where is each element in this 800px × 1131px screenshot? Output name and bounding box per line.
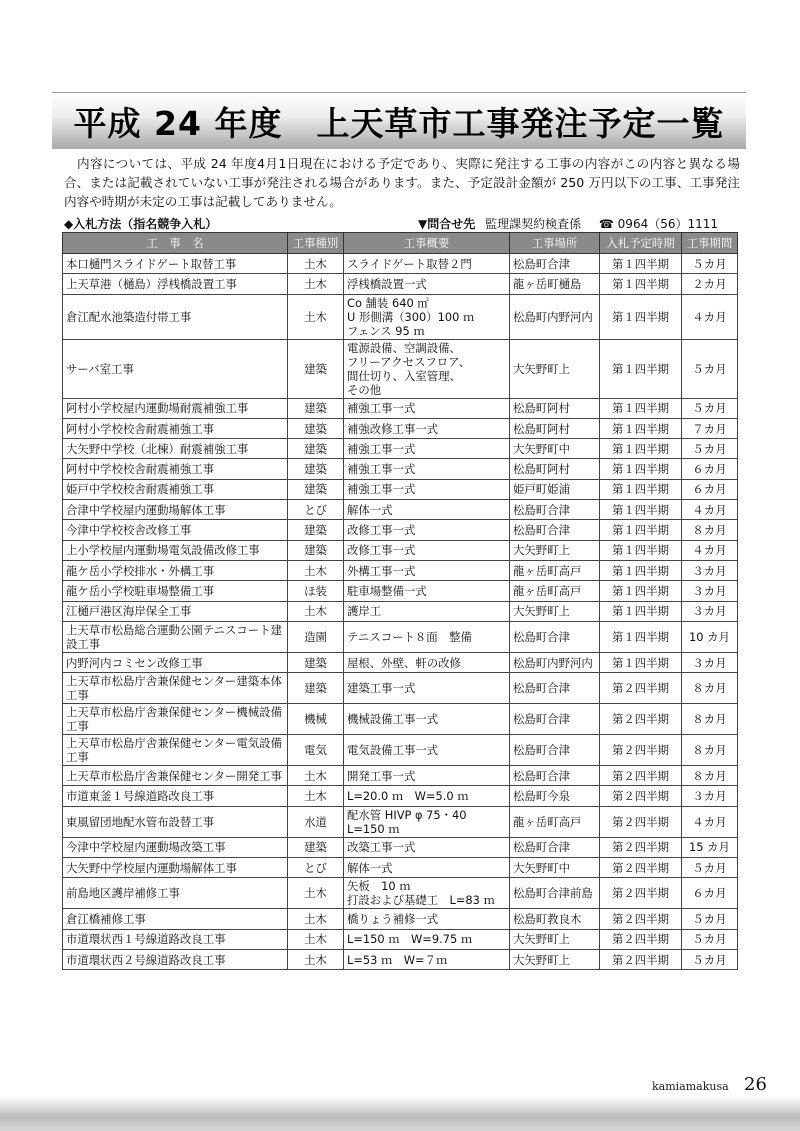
cell-bid-period: 第１四半期: [600, 294, 682, 339]
cell-type: とび: [288, 858, 344, 878]
cell-bid-period: 第１四半期: [600, 581, 682, 601]
cell-name: 上天草市松島庁舎兼保健センター機械設備工事: [63, 704, 288, 735]
table-row: [63, 837, 738, 857]
cell-bid-period: 第２四半期: [600, 704, 682, 735]
cell-bid-period: 第２四半期: [600, 673, 682, 704]
table-row: [63, 806, 738, 837]
cell-bid-period: 第１四半期: [600, 520, 682, 540]
cell-location: 松島町合津: [510, 254, 600, 274]
column-header-type: 工事種別: [288, 233, 344, 254]
cell-type: 機械: [288, 704, 344, 735]
cell-name: 龍ケ岳小学校排水・外構工事: [63, 560, 288, 580]
cell-duration: ３カ月: [682, 601, 738, 621]
cell-summary: 補強工事一式: [344, 479, 510, 499]
cell-type: 土木: [288, 878, 344, 909]
table-row: [63, 479, 738, 499]
table-row: [63, 909, 738, 929]
table-row: [63, 274, 738, 294]
table-row: [63, 858, 738, 878]
cell-bid-period: 第１四半期: [600, 339, 682, 398]
cell-type: 建築: [288, 339, 344, 398]
cell-duration: ５カ月: [682, 909, 738, 929]
cell-name: 市道東釜１号線道路改良工事: [63, 786, 288, 806]
cell-bid-period: 第２四半期: [600, 766, 682, 786]
cell-type: 土木: [288, 786, 344, 806]
cell-type: 土木: [288, 274, 344, 294]
table-row: [63, 418, 738, 438]
cell-bid-period: 第１四半期: [600, 398, 682, 418]
table-row: [63, 439, 738, 459]
cell-bid-period: 第１四半期: [600, 601, 682, 621]
cell-location: 龍ヶ岳町高戸: [510, 581, 600, 601]
cell-location: 松島町合津: [510, 766, 600, 786]
column-header-duration: 工事期間: [682, 233, 738, 254]
cell-bid-period: 第１四半期: [600, 254, 682, 274]
table-row: [63, 520, 738, 540]
cell-bid-period: 第１四半期: [600, 459, 682, 479]
cell-location: 大矢野町上: [510, 929, 600, 949]
cell-duration: ８カ月: [682, 704, 738, 735]
phone-number: ☎ 0964（56）1111: [598, 217, 719, 231]
cell-summary: 橋りょう補修一式: [344, 909, 510, 929]
cell-name: 上天草市松島庁舎兼保健センター電気設備工事: [63, 735, 288, 766]
cell-type: 建築: [288, 837, 344, 857]
cell-type: 建築: [288, 398, 344, 418]
cell-summary: 護岸工: [344, 601, 510, 621]
cell-name: 本口樋門スライドゲート取替工事: [63, 254, 288, 274]
cell-summary: 解体一式: [344, 858, 510, 878]
cell-type: 土木: [288, 560, 344, 580]
table-row: [63, 540, 738, 560]
cell-type: 土木: [288, 601, 344, 621]
cell-summary: L=150 ｍ W=9.75 ｍ: [344, 929, 510, 949]
cell-location: 松島町合津: [510, 520, 600, 540]
cell-bid-period: 第２四半期: [600, 735, 682, 766]
cell-summary: 電気設備工事一式: [344, 735, 510, 766]
cell-name: 前島地区護岸補修工事: [63, 878, 288, 909]
page-number: 26: [744, 1074, 767, 1095]
cell-location: 龍ヶ岳町樋島: [510, 274, 600, 294]
table-row: [63, 949, 738, 969]
cell-location: 松島町合津: [510, 673, 600, 704]
cell-duration: ５カ月: [682, 929, 738, 949]
cell-bid-period: 第２四半期: [600, 929, 682, 949]
cell-location: 大矢野町中: [510, 858, 600, 878]
cell-location: 松島町合津: [510, 704, 600, 735]
cell-duration: ５カ月: [682, 439, 738, 459]
cell-duration: ５カ月: [682, 254, 738, 274]
footer-brand: kamiamakusa: [652, 1080, 729, 1093]
cell-type: とび: [288, 500, 344, 520]
cell-name: 龍ケ岳小学校駐車場整備工事: [63, 581, 288, 601]
cell-bid-period: 第２四半期: [600, 806, 682, 837]
cell-duration: 10 カ月: [682, 621, 738, 652]
cell-name: 合津中学校屋内運動場解体工事: [63, 500, 288, 520]
cell-type: 土木: [288, 254, 344, 274]
cell-bid-period: 第１四半期: [600, 500, 682, 520]
cell-summary: 開発工事一式: [344, 766, 510, 786]
cell-bid-period: 第１四半期: [600, 540, 682, 560]
cell-type: 建築: [288, 418, 344, 438]
cell-type: 建築: [288, 520, 344, 540]
cell-location: 松島町合津: [510, 621, 600, 652]
cell-summary: 屋根、外壁、軒の改修: [344, 652, 510, 672]
cell-bid-period: 第１四半期: [600, 621, 682, 652]
cell-name: 倉江橋補修工事: [63, 909, 288, 929]
table-row: [63, 929, 738, 949]
cell-summary: 改修工事一式: [344, 540, 510, 560]
cell-type: 土木: [288, 949, 344, 969]
cell-type: 建築: [288, 652, 344, 672]
cell-summary: 電源設備、空調設備、 フリーアクセスフロア、 間仕切り、入室管理、 その他: [344, 339, 510, 398]
cell-duration: ３カ月: [682, 652, 738, 672]
table-row: [63, 878, 738, 909]
cell-location: 松島町合津: [510, 735, 600, 766]
page-title: 平成 24 年度 上天草市工事発注予定一覧: [73, 103, 725, 143]
cell-summary: 補強工事一式: [344, 459, 510, 479]
cell-location: 松島町合津: [510, 500, 600, 520]
cell-duration: ３カ月: [682, 560, 738, 580]
cell-duration: 15 カ月: [682, 837, 738, 857]
cell-location: 松島町合津: [510, 837, 600, 857]
cell-duration: ２カ月: [682, 274, 738, 294]
cell-summary: 駐車場整備一式: [344, 581, 510, 601]
cell-type: 土木: [288, 766, 344, 786]
cell-bid-period: 第１四半期: [600, 479, 682, 499]
cell-location: 大矢野町上: [510, 949, 600, 969]
cell-bid-period: 第１四半期: [600, 439, 682, 459]
cell-duration: ８カ月: [682, 673, 738, 704]
cell-name: 大矢野中学校（北棟）耐震補強工事: [63, 439, 288, 459]
cell-location: 松島町今泉: [510, 786, 600, 806]
table-row: [63, 254, 738, 274]
cell-type: 建築: [288, 540, 344, 560]
cell-name: 内野河内コミセン改修工事: [63, 652, 288, 672]
column-header-summary: 工事概要: [344, 233, 510, 254]
cell-duration: ６カ月: [682, 878, 738, 909]
cell-summary: 機械設備工事一式: [344, 704, 510, 735]
cell-name: 阿村小学校校舎耐震補強工事: [63, 418, 288, 438]
table-row: [63, 673, 738, 704]
cell-location: 松島町阿村: [510, 398, 600, 418]
column-header-location: 工事場所: [510, 233, 600, 254]
table-row: [63, 621, 738, 652]
cell-name: 阿村小学校屋内運動場耐震補強工事: [63, 398, 288, 418]
column-header-bid-period: 入札予定時期: [600, 233, 682, 254]
table-row: [63, 786, 738, 806]
cell-duration: ５カ月: [682, 398, 738, 418]
table-row: [63, 560, 738, 580]
contact-dept: 監理課契約検査係: [485, 217, 582, 231]
cell-name: 上天草市松島総合運動公園テニスコート建設工事: [63, 621, 288, 652]
cell-bid-period: 第２四半期: [600, 878, 682, 909]
cell-duration: ５カ月: [682, 339, 738, 398]
cell-bid-period: 第２四半期: [600, 858, 682, 878]
cell-duration: ３カ月: [682, 581, 738, 601]
cell-type: 建築: [288, 459, 344, 479]
cell-location: 松島町合津前島: [510, 878, 600, 909]
cell-type: 建築: [288, 439, 344, 459]
cell-duration: ４カ月: [682, 294, 738, 339]
cell-summary: 浮桟橋設置一式: [344, 274, 510, 294]
table-row: [63, 339, 738, 398]
cell-location: 大矢野町上: [510, 601, 600, 621]
cell-name: 東風留団地配水管布設替工事: [63, 806, 288, 837]
cell-type: 水道: [288, 806, 344, 837]
cell-location: 松島町阿村: [510, 418, 600, 438]
cell-name: サーバ室工事: [63, 339, 288, 398]
cell-summary: テニスコート８面 整備: [344, 621, 510, 652]
cell-summary: L=53 ｍ W=７ｍ: [344, 949, 510, 969]
cell-duration: ５カ月: [682, 949, 738, 969]
cell-type: 土木: [288, 929, 344, 949]
cell-name: 上天草市松島庁舎兼保健センター開発工事: [63, 766, 288, 786]
cell-type: 土木: [288, 294, 344, 339]
cell-name: 上小学校屋内運動場電気設備改修工事: [63, 540, 288, 560]
cell-duration: ８カ月: [682, 766, 738, 786]
cell-type: 電気: [288, 735, 344, 766]
contact-label: ▼問合せ先: [418, 217, 476, 231]
cell-type: 土木: [288, 909, 344, 929]
cell-type: 建築: [288, 673, 344, 704]
cell-summary: 解体一式: [344, 500, 510, 520]
construction-schedule-table: [62, 232, 738, 970]
table-row: [63, 500, 738, 520]
cell-summary: 補強改修工事一式: [344, 418, 510, 438]
cell-summary: 外構工事一式: [344, 560, 510, 580]
cell-name: 今津中学校校舎改修工事: [63, 520, 288, 540]
cell-bid-period: 第２四半期: [600, 786, 682, 806]
cell-summary: 建築工事一式: [344, 673, 510, 704]
cell-location: 姫戸町姫浦: [510, 479, 600, 499]
cell-summary: 改修工事一式: [344, 520, 510, 540]
cell-name: 上天草港（樋島）浮桟橋設置工事: [63, 274, 288, 294]
cell-location: 松島町内野河内: [510, 294, 600, 339]
title-band: [52, 92, 746, 149]
cell-duration: ８カ月: [682, 520, 738, 540]
cell-duration: ８カ月: [682, 735, 738, 766]
cell-location: 龍ヶ岳町高戸: [510, 560, 600, 580]
cell-summary: スライドゲート取替２門: [344, 254, 510, 274]
cell-duration: ４カ月: [682, 540, 738, 560]
cell-type: 造園: [288, 621, 344, 652]
table-header-row: [63, 233, 738, 254]
table-row: [63, 581, 738, 601]
cell-name: 市道環状西１号線道路改良工事: [63, 929, 288, 949]
cell-bid-period: 第２四半期: [600, 949, 682, 969]
cell-name: 上天草市松島庁舎兼保健センター建築本体工事: [63, 673, 288, 704]
cell-duration: ３カ月: [682, 786, 738, 806]
cell-location: 大矢野町上: [510, 540, 600, 560]
cell-duration: ４カ月: [682, 806, 738, 837]
cell-summary: L=20.0 ｍ W=5.0 ｍ: [344, 786, 510, 806]
cell-summary: 矢板 10 ｍ 打設および基礎工 L=83 ｍ: [344, 878, 510, 909]
cell-summary: 補強工事一式: [344, 398, 510, 418]
bid-method-label: ◆入札方法（指名競争入札）: [64, 217, 218, 231]
cell-bid-period: 第１四半期: [600, 418, 682, 438]
cell-location: 龍ヶ岳町高戸: [510, 806, 600, 837]
table-row: [63, 459, 738, 479]
cell-name: 市道環状西２号線道路改良工事: [63, 949, 288, 969]
table-row: [63, 735, 738, 766]
footer-band: [0, 1096, 800, 1131]
cell-duration: ６カ月: [682, 459, 738, 479]
contact-info: [418, 215, 718, 232]
cell-name: 今津中学校屋内運動場改築工事: [63, 837, 288, 857]
cell-bid-period: 第２四半期: [600, 909, 682, 929]
cell-duration: ４カ月: [682, 500, 738, 520]
cell-summary: 配水管 HIVP φ 75・40 L=150 ｍ: [344, 806, 510, 837]
table-row: [63, 398, 738, 418]
cell-name: 大矢野中学校屋内運動場解体工事: [63, 858, 288, 878]
cell-duration: ６カ月: [682, 479, 738, 499]
cell-location: 大矢野町上: [510, 339, 600, 398]
cell-summary: 改築工事一式: [344, 837, 510, 857]
cell-location: 松島町内野河内: [510, 652, 600, 672]
cell-name: 阿村中学校校舎耐震補強工事: [63, 459, 288, 479]
cell-bid-period: 第１四半期: [600, 652, 682, 672]
table-row: [63, 704, 738, 735]
intro-paragraph: 内容については、平成 24 年度4月1日現在における予定であり、実際に発注する工事の内容がこの内容と異なる場合、または記載されていない工事が発注される場合があります。また、予定設計金額が 250 万円以下の工事、工事発注内容や時期が未定の工事は記載してありません。: [64, 156, 740, 209]
cell-name: 倉江配水池築造付帯工事: [63, 294, 288, 339]
cell-type: ほ装: [288, 581, 344, 601]
table-row: [63, 601, 738, 621]
cell-summary: Co 舗装 640 ㎡ U 形側溝（300）100 ｍ フェンス 95 ｍ: [344, 294, 510, 339]
cell-location: 松島町阿村: [510, 459, 600, 479]
cell-bid-period: 第１四半期: [600, 560, 682, 580]
table-row: [63, 652, 738, 672]
cell-location: 大矢野町中: [510, 439, 600, 459]
table-row: [63, 294, 738, 339]
cell-type: 建築: [288, 479, 344, 499]
cell-summary: 補強工事一式: [344, 439, 510, 459]
column-header-name: 工 事 名: [63, 233, 288, 254]
cell-bid-period: 第１四半期: [600, 274, 682, 294]
cell-name: 江樋戸港区海岸保全工事: [63, 601, 288, 621]
cell-duration: ５カ月: [682, 858, 738, 878]
table-row: [63, 766, 738, 786]
cell-location: 松島町教良木: [510, 909, 600, 929]
cell-duration: ７カ月: [682, 418, 738, 438]
cell-bid-period: 第２四半期: [600, 837, 682, 857]
table-body: [63, 254, 738, 970]
cell-name: 姫戸中学校校舎耐震補強工事: [63, 479, 288, 499]
